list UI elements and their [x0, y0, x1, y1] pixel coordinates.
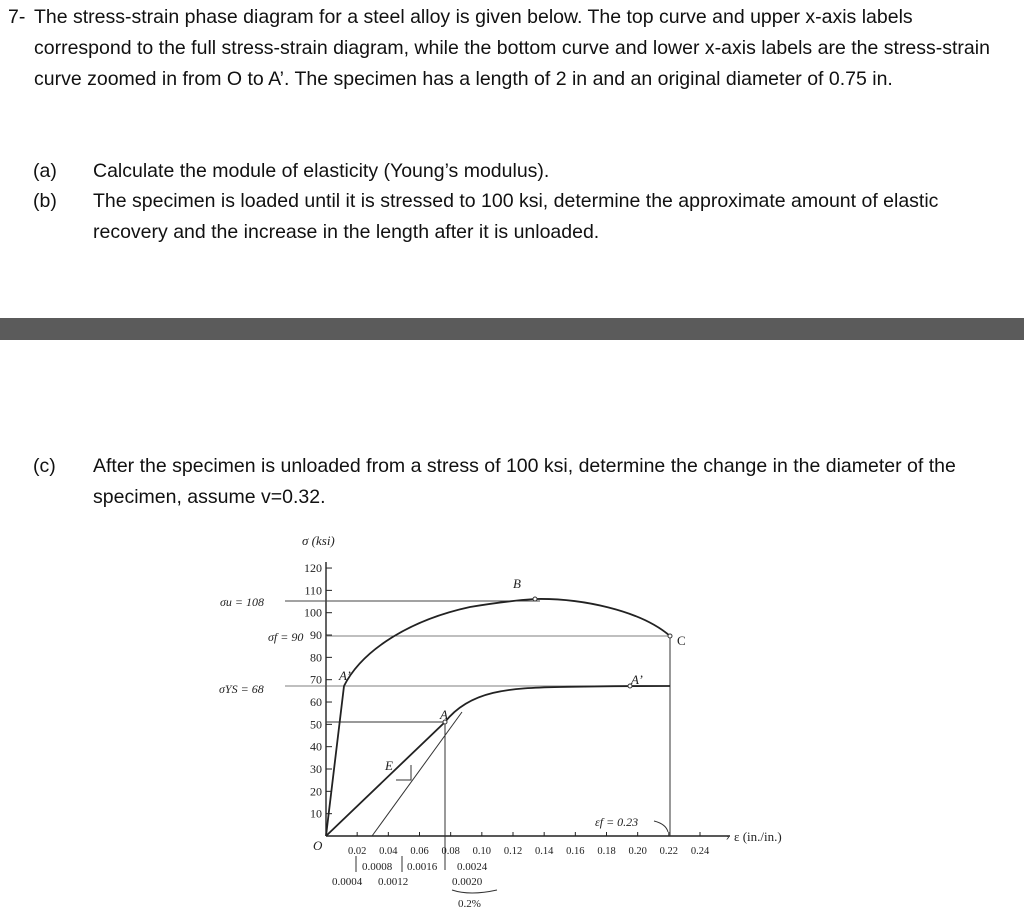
fracture-strain-arrow	[654, 821, 668, 832]
sigma-ys-annotation: σYS = 68	[219, 682, 264, 696]
sigma-f-annotation: σf = 90	[268, 630, 304, 644]
label-e: E	[385, 758, 393, 773]
part-b-label: (b)	[33, 190, 57, 212]
lower-tick-0.0004: 0.0004	[332, 876, 363, 888]
x-tick-label: 0.14	[534, 846, 554, 857]
y-tick-label: 80	[310, 650, 322, 665]
label-c: C	[677, 633, 686, 648]
x-tick-label: 0.02	[347, 846, 367, 857]
x-tick-label: 0.16	[566, 846, 585, 857]
x-tick-label: 0.20	[628, 846, 647, 857]
point-b-marker	[533, 597, 537, 601]
y-tick-label: 10	[310, 806, 322, 821]
fracture-strain-label: εf = 0.23	[595, 815, 639, 829]
y-tick-label: 100	[304, 605, 322, 620]
y-tick-label: 90	[310, 628, 322, 643]
x-tick-label: 0.10	[472, 846, 492, 857]
offset-label: 0.2%	[458, 898, 481, 910]
part-c-label: (c)	[33, 455, 56, 477]
y-tick-label: 120	[304, 561, 322, 576]
x-tick-label: 0.18	[597, 846, 616, 857]
x-axis-label: ε (in./in.)	[734, 829, 782, 844]
part-b-text: The specimen is loaded until it is stressed to 100 ksi, determine the approximate amount of elastic recovery and the increase in the length after it is unloaded.	[93, 190, 939, 243]
label-aprime-right: A’	[631, 672, 643, 687]
offset-brace	[452, 890, 497, 893]
x-tick-label: 0.22	[659, 846, 679, 857]
sigma-u-annotation: σu = 108	[220, 595, 265, 609]
lower-tick-0.0008: 0.0008	[362, 861, 393, 873]
label-a: A	[440, 707, 448, 722]
zoomed-curve	[326, 686, 670, 836]
part-a-text: Calculate the module of elasticity (Young’s modulus).	[93, 160, 550, 182]
x-tick-label: 0.06	[410, 846, 429, 857]
y-tick-label: 20	[310, 784, 322, 799]
x-axis-arrow: ›	[726, 832, 730, 843]
lower-tick-0.0020: 0.0020	[452, 876, 483, 888]
x-tick-label: 0.04	[379, 846, 398, 857]
part-a-label: (a)	[33, 160, 57, 182]
y-ticks	[304, 561, 332, 821]
point-c-marker	[668, 634, 672, 638]
y-tick-label: 50	[310, 717, 322, 732]
y-tick-label: 30	[310, 762, 322, 777]
x-tick-label: 0.08	[441, 846, 460, 857]
origin-label: O	[313, 838, 323, 853]
label-aprime-top: A’	[339, 668, 351, 683]
offset-line	[372, 712, 462, 836]
part-c-text: After the specimen is unloaded from a stress of 100 ksi, determine the change in the diameter of the specimen, assume v=0.32.	[93, 455, 956, 508]
y-tick-label: 40	[310, 739, 322, 754]
lower-tick-0.0012: 0.0012	[378, 876, 409, 888]
lower-tick-0.0024: 0.0024	[457, 861, 488, 873]
y-axis-label: σ (ksi)	[302, 533, 335, 548]
problem-text: The stress-strain phase diagram for a steel alloy is given below. The top curve and upper x-axis labels correspond to the full stress-strain diagram, while the bottom curve and lower x-axis labels are the stress-strain curve zoomed in from O to A’. The specimen has a length of 2 in and an original diameter of 0.75 in.	[34, 6, 990, 90]
y-tick-label: 70	[310, 672, 322, 687]
full-curve	[326, 599, 670, 836]
x-tick-label: 0.24	[690, 846, 710, 857]
y-tick-label: 60	[310, 695, 322, 710]
lower-tick-0.0016: 0.0016	[407, 861, 438, 873]
y-tick-label: 110	[304, 583, 322, 598]
problem-number: 7-	[8, 6, 26, 28]
x-tick-label: 0.12	[503, 846, 523, 857]
label-b: B	[513, 576, 521, 591]
